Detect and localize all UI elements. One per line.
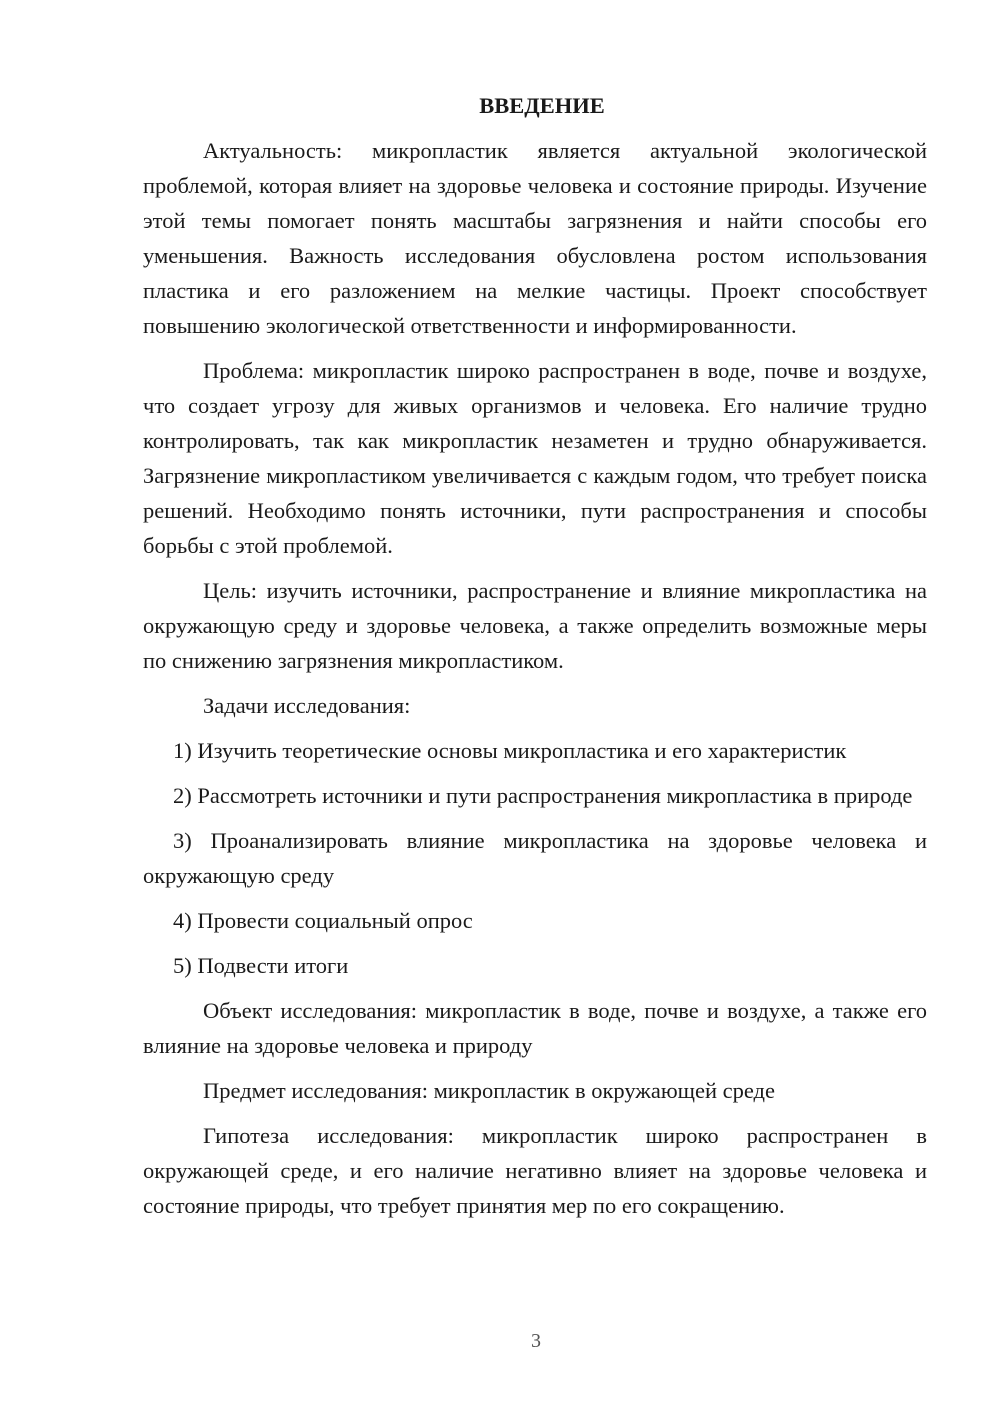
task-item-4: 4) Провести социальный опрос — [173, 908, 473, 933]
hypothesis-paragraph: Гипотеза исследования: микропластик широко распространен в окружающей среде, и его наличие негативно влияет на здоровье человека и состояние природы, что требует принятия мер по его сокращению. — [143, 1123, 927, 1218]
problem-paragraph: Проблема: микропластик широко распространен в воде, почве и воздухе, что создает угрозу для живых организмов и человека. Его наличие трудно контролировать, так как микропластик незаметен и трудно обнаруживается. Загрязнение микропластиком увеличивается с каждым годом, что требует поиска решений. Необходимо понять источники, пути распространения и способы борьбы с этой проблемой. — [143, 358, 927, 558]
task-item-5: 5) Подвести итоги — [173, 953, 349, 978]
goal-paragraph: Цель: изучить источники, распространение и влияние микропластика на окружающую среду и здоровье человека, а также определить возможные меры по снижению загрязнения микропластиком. — [143, 578, 927, 673]
task-item-1: 1) Изучить теоретические основы микропластика и его характеристик — [173, 738, 847, 763]
tasks-title: Задачи исследования: — [203, 693, 411, 718]
document-page — [143, 88, 927, 1233]
object-paragraph: Объект исследования: микропластик в воде, почве и воздухе, а также его влияние на здоровье человека и природу — [143, 998, 927, 1058]
task-item-3: 3) Проанализировать влияние микропластика на здоровье человека и окружающую среду — [143, 828, 927, 888]
subject-paragraph: Предмет исследования: микропластик в окружающей среде — [203, 1078, 775, 1103]
page-number: 3 — [531, 1330, 541, 1352]
task-item-2: 2) Рассмотреть источники и пути распространения микропластика в природе — [173, 783, 913, 808]
relevance-paragraph: Актуальность: микропластик является актуальной экологической проблемой, которая влияет на здоровье человека и состояние природы. Изучение этой темы помогает понять масштабы загрязнения и найти способы его уменьшения. Важность исследования обусловлена ростом использования пластика и его разложением на мелкие частицы. Проект способствует повышению экологической ответственности и информированности. — [143, 138, 927, 338]
section-heading: ВВЕДЕНИЕ — [479, 93, 605, 118]
